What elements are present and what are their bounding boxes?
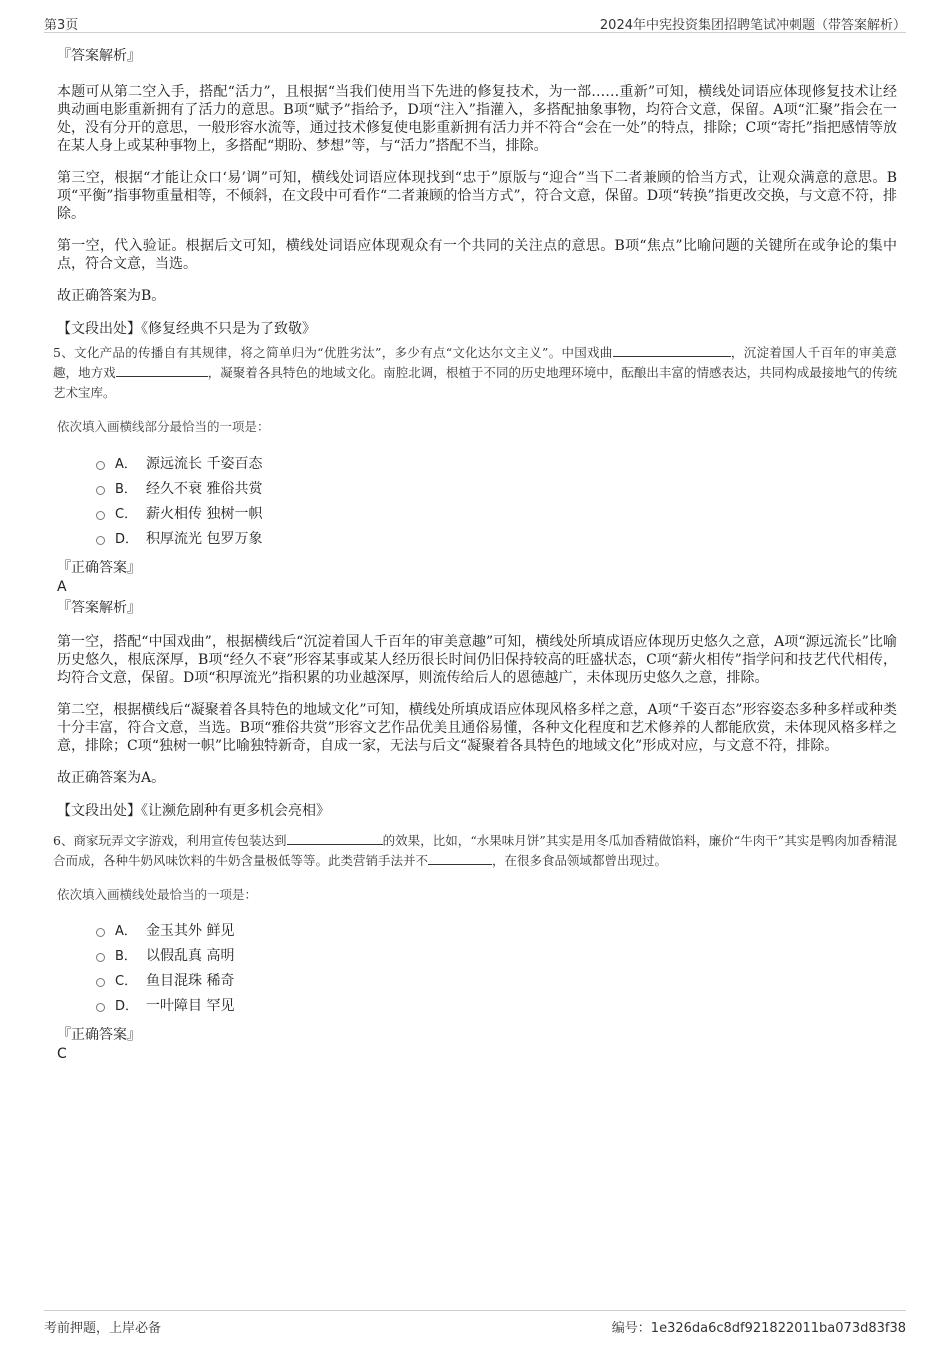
option-c[interactable]: C． 薪火相传 独树一帜 bbox=[96, 502, 897, 527]
option-b[interactable]: B． 经久不衰 雅俗共赏 bbox=[96, 477, 897, 502]
analysis-conclusion: 故正确答案为B。 bbox=[57, 288, 166, 304]
question-5-options bbox=[57, 452, 897, 552]
page-footer bbox=[44, 1310, 906, 1339]
document-code: 编号：1e326da6c8df921822011ba073d83f38 bbox=[611, 1321, 906, 1336]
option-d[interactable]: D． 积厚流光 包罗万象 bbox=[96, 527, 897, 552]
correct-answer-label: 『正确答案』 bbox=[57, 560, 141, 576]
question-5-prompt: 依次填入画横线部分最恰当的一项是： bbox=[57, 419, 270, 434]
radio-button[interactable] bbox=[96, 461, 105, 470]
question-6-prompt: 依次填入画横线处最恰当的一项是： bbox=[57, 887, 258, 902]
passage-source bbox=[57, 801, 897, 821]
option-b[interactable]: B． 以假乱真 高明 bbox=[96, 944, 897, 969]
fill-blank bbox=[428, 851, 492, 865]
fill-blank bbox=[116, 363, 208, 377]
question-6-text: 6、商家玩弄文字游戏，利用宣传包装达到 的效果，比如，“水果味月饼”其实是用冬瓜加香精做馅料，廉价“牛肉干”其实是鸭肉加香精混合而成，各种牛奶风味饮料的牛奶含量极低等等。此类营销手法并不 ，在很多食品领域都曾出现过。 bbox=[53, 833, 897, 868]
analysis-paragraph: 第二空，根据横线后“凝聚着各具特色的地域文化”可知，横线处所填成语应体现风格多样之意，A项“千姿百态”形容姿态多种多样或种类十分丰富，符合文意，当选。B项“雅俗共赏”形容文艺作品优美且通俗易懂，各种文化程度和艺术修养的人都能欣赏，未体现风格多样之意，排除；C项“独树一帜”比喻独特新奇，自成一家，无法与后文“凝聚着各具特色的地域文化”形成对应，与文意不符，排除。 bbox=[57, 702, 897, 754]
page-number: 第3页 bbox=[44, 18, 79, 33]
footer-slogan: 考前押题，上岸必备 bbox=[44, 1321, 162, 1336]
source-label: 【文段出处】 bbox=[57, 803, 141, 819]
analysis-paragraph: 本题可从第二空入手，搭配“活力”，且根据“当我们使用当下先进的修复技术，为一部……重新”可知，横线处词语应体现修复技术让经典动画电影重新拥有了活力的意思。B项“赋予”指给予，D项“注入”指灌入，多搭配抽象事物，均符合文意，保留。A项“汇聚”指会在一处，没有分开的意思，一般形容水流等，通过技术修复使电影重新拥有活力并不符合“会在一处”的特点，排除；C项“寄托”指把感情等放在某人身上或某种事物上，多搭配“期盼、梦想”等，与“活力”搭配不当，排除。 bbox=[57, 84, 897, 154]
radio-button[interactable] bbox=[96, 953, 105, 962]
option-c[interactable]: C． 鱼目混珠 稀奇 bbox=[96, 969, 897, 994]
source-label: 【文段出处】 bbox=[57, 321, 141, 337]
correct-answer: A bbox=[57, 579, 67, 595]
option-d[interactable]: D． 一叶障目 罕见 bbox=[96, 994, 897, 1019]
analysis-conclusion: 故正确答案为A。 bbox=[57, 770, 166, 786]
radio-button[interactable] bbox=[96, 511, 105, 520]
document-title: 2024年中宪投资集团招聘笔试冲刺题（带答案解析） bbox=[599, 18, 906, 33]
analysis-paragraph: 第一空，代入验证。根据后文可知，横线处词语应体现观众有一个共同的关注点的意思。B项“焦点”比喻问题的关键所在或争论的集中点，符合文意，当选。 bbox=[57, 238, 897, 272]
radio-button[interactable] bbox=[96, 928, 105, 937]
analysis-paragraph: 第一空，搭配“中国戏曲”，根据横线后“沉淀着国人千百年的审美意趣”可知，横线处所填成语应体现历史悠久之意，A项“源远流长”比喻历史悠久，根底深厚，B项“经久不衰”形容某事或某人经历很长时间仍旧保持较高的旺盛状态，C项“薪火相传”指学问和技艺代代相传，均符合文意，保留。D项“积厚流光”指积累的功业越深厚，则流传给后人的恩德越广，未体现历史悠久之意，排除。 bbox=[57, 634, 897, 686]
source-title: 《让濒危剧种有更多机会亮相》 bbox=[141, 803, 330, 819]
option-a[interactable]: A． 金玉其外 鲜见 bbox=[96, 919, 897, 944]
question-5-text: 5、文化产品的传播自有其规律，将之简单归为“优胜劣汰”，多少有点“文化达尔文主义”。中国戏曲 ，沉淀着国人千百年的审美意趣，地方戏 ，凝聚着各具特色的地域文化。南腔北调，根植于不同的历史地理环境中，酝酿出丰富的情感表达，共同构成最接地气的传统艺术宝库。 bbox=[53, 345, 897, 400]
radio-button[interactable] bbox=[96, 486, 105, 495]
fill-blank bbox=[287, 831, 383, 845]
analysis-label: 『答案解析』 bbox=[57, 600, 141, 616]
source-title: 《修复经典不只是为了致敬》 bbox=[141, 321, 316, 337]
radio-button[interactable] bbox=[96, 536, 105, 545]
fill-blank bbox=[613, 343, 731, 357]
correct-answer: C bbox=[57, 1046, 67, 1062]
radio-button[interactable] bbox=[96, 1003, 105, 1012]
correct-answer-label: 『正确答案』 bbox=[57, 1027, 141, 1043]
question-6-options bbox=[57, 919, 897, 1019]
option-a[interactable]: A． 源远流长 千姿百态 bbox=[96, 452, 897, 477]
passage-source bbox=[57, 319, 897, 339]
page-content bbox=[53, 44, 897, 1063]
radio-button[interactable] bbox=[96, 978, 105, 987]
analysis-paragraph: 第三空，根据“才能让众口‘易’调”可知，横线处词语应体现找到“忠于”原版与“迎合”当下二者兼顾的恰当方式，让观众满意的意思。B项“平衡”指事物重量相等，不倾斜，在文段中可看作“二者兼顾的恰当方式”，符合文意，保留。D项“转换”指更改交换，与文意不符，排除。 bbox=[57, 170, 897, 222]
analysis-label: 『答案解析』 bbox=[57, 48, 141, 64]
page-header bbox=[44, 10, 906, 33]
